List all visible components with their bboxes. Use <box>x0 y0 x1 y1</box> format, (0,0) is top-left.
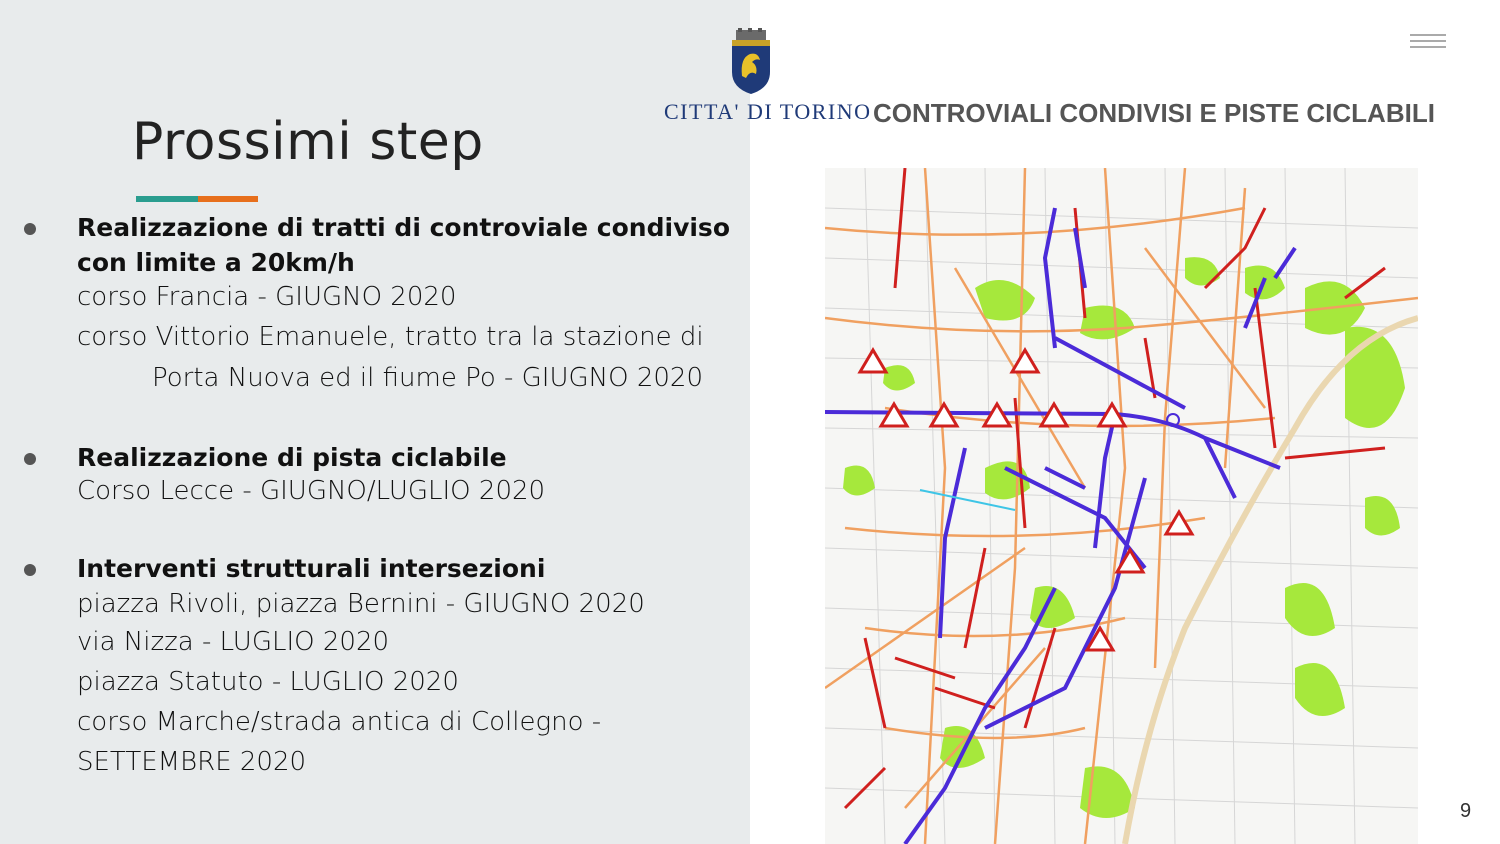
bullet-heading: Interventi strutturali intersezioni <box>77 554 546 583</box>
bullet-item-1 <box>0 210 750 396</box>
bullet-item-3 <box>0 551 750 782</box>
bullet-line: Porta Nuova ed il fiume Po - GIUGNO 2020 <box>152 363 703 393</box>
bullet-heading: Realizzazione di pista ciclabile <box>77 443 507 472</box>
page-number: 9 <box>1460 800 1472 822</box>
bullet-line: piazza Rivoli, piazza Bernini - GIUGNO 2020 <box>77 589 645 619</box>
bullet-line: corso Marche/strada antica di Collegno - <box>77 707 602 737</box>
slide-title: Prossimi step <box>132 112 484 172</box>
bullet-line: corso Francia - GIUGNO 2020 <box>77 282 457 312</box>
hamburger-menu-icon[interactable] <box>1410 34 1446 48</box>
bullet-dot <box>24 564 36 576</box>
city-crest-icon <box>728 28 774 96</box>
city-logo-text: CITTA' DI TORINO <box>664 99 872 124</box>
bullet-line: SETTEMBRE 2020 <box>77 747 307 777</box>
bullet-item-2 <box>0 440 750 507</box>
bullet-line: Corso Lecce - GIUGNO/LUGLIO 2020 <box>77 476 546 506</box>
title-underline-orange <box>198 196 258 202</box>
header-title: CONTROVIALI CONDIVISI E PISTE CICLABILI <box>873 98 1435 128</box>
bullet-heading: Realizzazione di tratti di controviale condiviso con limite a 20km/h <box>77 213 730 277</box>
city-map <box>825 168 1418 844</box>
bullet-dot <box>24 453 36 465</box>
bullet-line: corso Vittorio Emanuele, tratto tra la stazione di <box>77 322 704 352</box>
bullet-dot <box>24 223 36 235</box>
bullet-list <box>0 210 750 782</box>
title-underline-teal <box>136 196 198 202</box>
bullet-line: piazza Statuto - LUGLIO 2020 <box>77 667 459 697</box>
bullet-line: via Nizza - LUGLIO 2020 <box>77 627 390 657</box>
